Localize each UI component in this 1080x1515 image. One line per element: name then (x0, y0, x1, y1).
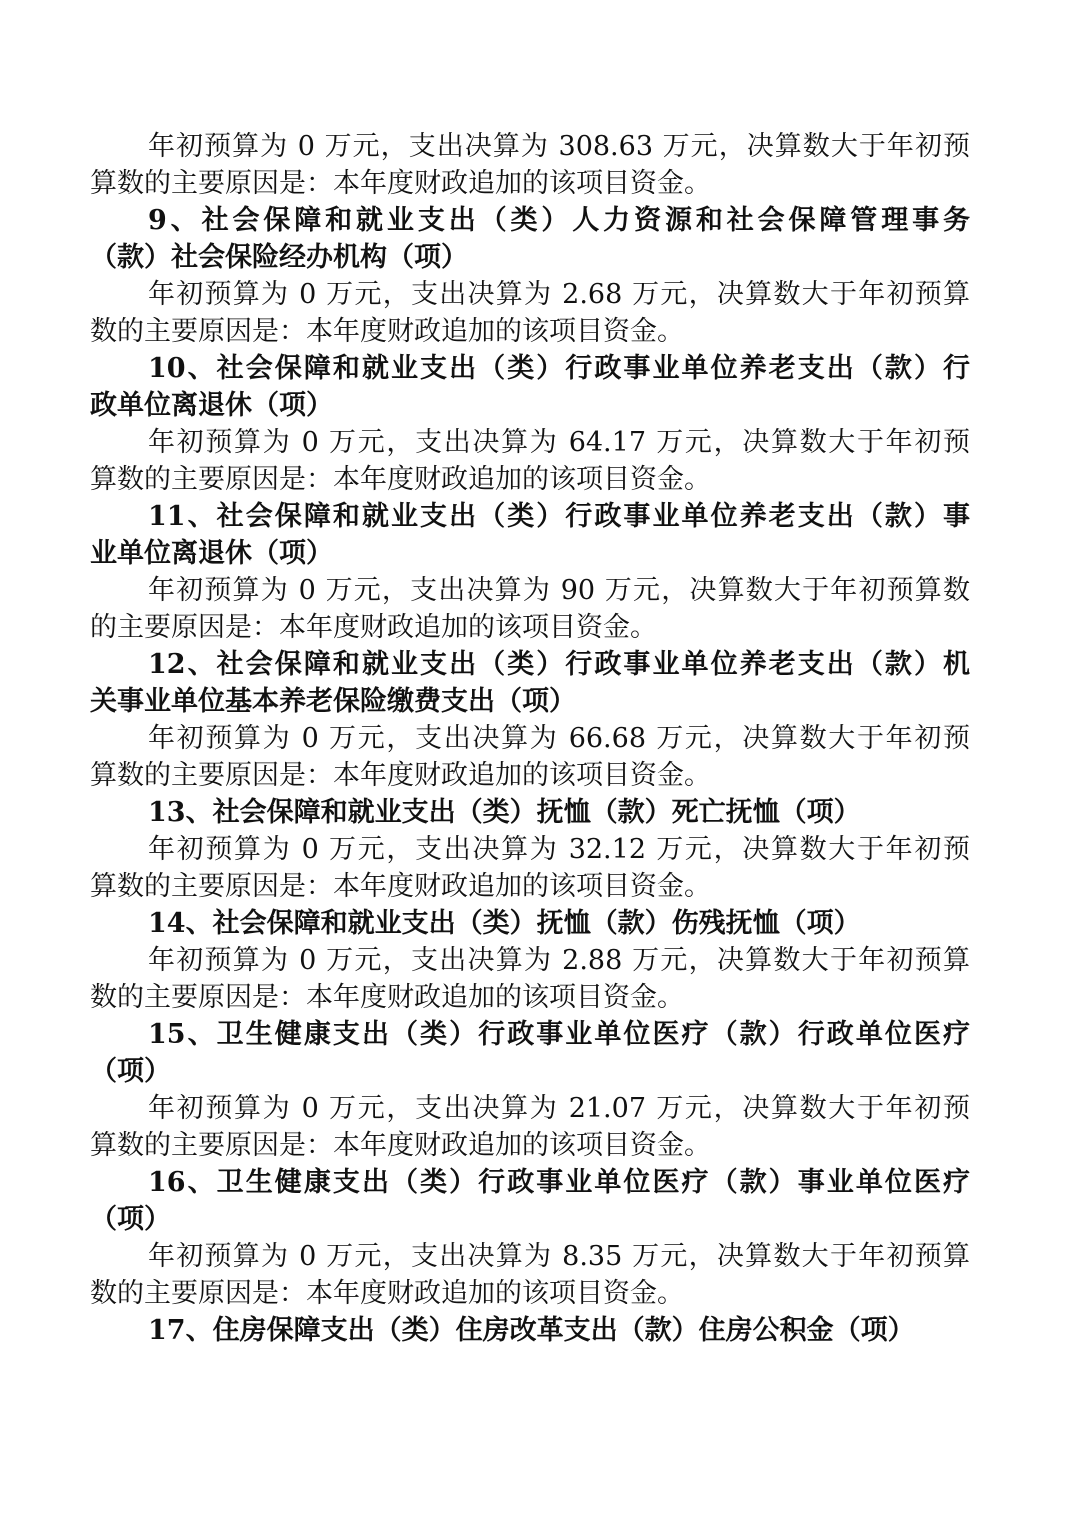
section-heading-line: （项） (90, 1056, 171, 1087)
section-heading-line: 14、社会保障和就业支出（类）抚恤（款）伤残抚恤（项） (148, 908, 861, 939)
paragraph-line: 年初预算为 0 万元，支出决算为 21.07 万元，决算数大于年初预 (148, 1093, 970, 1124)
paragraph-line: 算数的主要原因是：本年度财政追加的该项目资金。 (90, 464, 711, 495)
section-heading-line: 16、卫生健康支出（类）行政事业单位医疗（款）事业单位医疗 (148, 1167, 970, 1198)
section-heading-line: 业单位离退休（项） (90, 538, 333, 569)
section-heading-line: 12、社会保障和就业支出（类）行政事业单位养老支出（款）机 (148, 649, 970, 680)
section-heading-line: 17、住房保障支出（类）住房改革支出（款）住房公积金（项） (148, 1315, 915, 1346)
paragraph-line: 的主要原因是：本年度财政追加的该项目资金。 (90, 612, 657, 643)
paragraph-line: 算数的主要原因是：本年度财政追加的该项目资金。 (90, 168, 711, 199)
paragraph-line: 算数的主要原因是：本年度财政追加的该项目资金。 (90, 760, 711, 791)
section-heading-line: 10、社会保障和就业支出（类）行政事业单位养老支出（款）行 (148, 353, 970, 384)
paragraph-line: 数的主要原因是：本年度财政追加的该项目资金。 (90, 982, 684, 1013)
section-heading-line: 13、社会保障和就业支出（类）抚恤（款）死亡抚恤（项） (148, 797, 861, 828)
paragraph-line: 年初预算为 0 万元，支出决算为 8.35 万元，决算数大于年初预算 (148, 1241, 970, 1272)
paragraph-line: 年初预算为 0 万元，支出决算为 2.68 万元，决算数大于年初预算 (148, 279, 970, 310)
paragraph-line: 算数的主要原因是：本年度财政追加的该项目资金。 (90, 871, 711, 902)
section-heading-line: 11、社会保障和就业支出（类）行政事业单位养老支出（款）事 (148, 501, 970, 532)
section-heading-line: 9、社会保障和就业支出（类）人力资源和社会保障管理事务 (148, 205, 970, 236)
paragraph-line: 年初预算为 0 万元，支出决算为 308.63 万元，决算数大于年初预 (148, 131, 970, 162)
paragraph-line: 算数的主要原因是：本年度财政追加的该项目资金。 (90, 1130, 711, 1161)
paragraph-line: 数的主要原因是：本年度财政追加的该项目资金。 (90, 1278, 684, 1309)
section-heading-line: 政单位离退休（项） (90, 390, 333, 421)
paragraph-line: 数的主要原因是：本年度财政追加的该项目资金。 (90, 316, 684, 347)
paragraph-line: 年初预算为 0 万元，支出决算为 64.17 万元，决算数大于年初预 (148, 427, 970, 458)
section-heading-line: 15、卫生健康支出（类）行政事业单位医疗（款）行政单位医疗 (148, 1019, 970, 1050)
section-heading-line: （款）社会保险经办机构（项） (90, 242, 468, 273)
paragraph-line: 年初预算为 0 万元，支出决算为 66.68 万元，决算数大于年初预 (148, 723, 970, 754)
paragraph-line: 年初预算为 0 万元，支出决算为 2.88 万元，决算数大于年初预算 (148, 945, 970, 976)
section-heading-line: 关事业单位基本养老保险缴费支出（项） (90, 686, 576, 717)
paragraph-line: 年初预算为 0 万元，支出决算为 32.12 万元，决算数大于年初预 (148, 834, 970, 865)
paragraph-line: 年初预算为 0 万元，支出决算为 90 万元，决算数大于年初预算数 (148, 575, 970, 606)
document-page (90, 128, 970, 1349)
section-heading-line: （项） (90, 1204, 171, 1235)
